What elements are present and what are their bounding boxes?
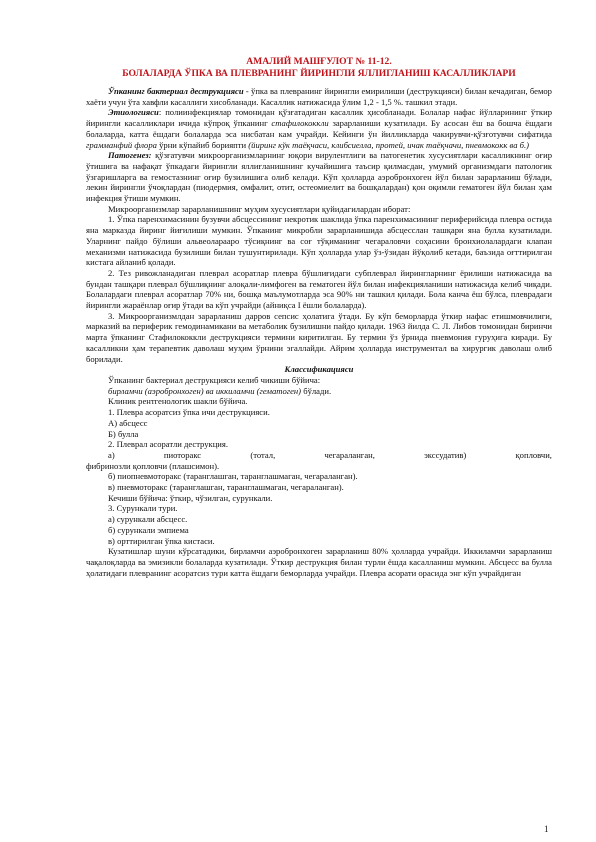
classification-heading: Классификацияси — [284, 364, 354, 375]
class-line-spread: а) пиоторакс (тотал, чегараланган, экссудатив) қопловчи, — [108, 449, 552, 460]
feature-item-2: 2. Тез ривожланадиган плеврал асоратлар плевра бўшлиғидаги субплеврал йирингларнинг ёрилиши натижасида ва бундан ташқари плеврал бўшлиқнинг алоқали-лимфоген ва гематоген йўл билан инфекцияланиши натижасида келиб чиқади. Болалардаги плеврал асоратлар 70% ни, бошқа маълумотларда эса 90% ни ташкил қилади. Бола канча ёш бўлса, плеврадаги йирингли жараёнлар оғир ўтади ва кўп учрайди (айниқса I ёшли болаларда). — [86, 267, 552, 311]
etiology-heading: Этиологияси — [108, 107, 159, 118]
definition-paragraph: Ўпканинг бактериал деструкцияси - ўпка ва плевранинг йирингли емирилиши (деструкцияси) билан кечадиган, бемор хаёти учун ўта хавфли касаллиги хисобланади. Касаллик натижасида ўлим 1,2 - 1,5 %. ташкил этади. — [86, 86, 552, 107]
class-line: 2. Плеврал асоратли деструкция. — [108, 439, 229, 450]
feature-item-3: 3. Микроорганизмлдан зарарланиш дарров сепсис ҳолатига ўтади. Бу кўп беморларда ўткир нафас етишмовчилиги, марказий ва периферик гемодинамикани ва метаболик бузилишни пайдо қилади. 1963 йилда С. Л. Либов томонидан биринчи марта ўпканинг Стафилококкли деструкцияси термини киритилган. Бу термин ўз ўрнида пневмония гуруҳига киради. Бу касалликни ҳам терапевтик даволаш муҳим ўрнини эгаллайди. Айрим ҳолларда инструментал ва хирургик даволаш олиб борилади. — [86, 310, 552, 364]
class-line: Ўпканинг бактериал деструкцияси келиб чикиши бўйича: — [108, 374, 321, 385]
lesson-topic-title: БОЛАЛАРДА ЎПКА ВА ПЛЕВРАНИНГ ЙИРИНГЛИ ЯЛЛИГЛАНИШ КАСАЛЛИКЛАРИ — [122, 68, 516, 79]
class-line: А) абсцесс — [108, 417, 148, 428]
class-line: 3. Сурункали тури. — [108, 503, 178, 514]
class-line: Кечиши бўйича: ўткир, чўзилган, сурункали. — [108, 492, 273, 503]
etiology-paragraph: Этиологияси: полиинфекциялар томонидан қўзғатадиган касаллик ҳисобланади. Болалар нафас йўлларининг ўткир йирингли касалликлари ичида кўпроқ ўпканинг стафилококкли зарарланиши кузатилади. Бу асосан ёш ва бошча ёшдаги болаларда, катта ёшдаги болаларда эса нисбатан кам учрайди. Кейинги ўн йилликларда чакирувчи-қўзғотувчи сифатида грамманфий флора ўрни кўпайиб борияпти (йиринг кўк таёқчаси, клибсиелла, протей, ичак таёқчачи, пневмококк ва б.) — [86, 107, 552, 150]
class-line: в) пневмоторакс (таранглашган, таранглашмаган, чегараланган). — [108, 482, 344, 493]
class-line: Клиник рентгенологик шакли бўйича. — [108, 396, 248, 407]
class-line: 1. Плевра асоратсиз ўпка ичи деструкцияси. — [108, 407, 270, 418]
pathogenesis-heading: Патогенез: — [108, 150, 152, 161]
pathogenesis-paragraph: Патогенез: қўзғатувчи микроорганизмларнинг юқори вирулентлиги ва патогенетик хусусиятлари касалликнинг оғир ўтишига ва нафақат ўпкадаги йирингли яллиғланишнинг кучайишига таъсир қилмасдан, умумий организмдаги патологик ўзгаришларга ва гемостазнинг оғир бузилишига олиб келади. Кўп ҳолларда аэробронхоген йўл билан зарарланиш бўлади, лекин йирингли ўчоқлардан (пиодермия, омфалит, отит, остеомиелит ва бошқалардан) қон оқимли гематоген йўл билан ҳам инфекция ўтиши мумкин. — [86, 150, 552, 204]
class-line: б) пиопневмоторакс (таранглашган, таранглашмаган, чегараланган). — [108, 471, 358, 482]
features-intro: Микроорганизмлар зарарланишнинг муҳим хусусиятлари қуйидагилардан иборат: — [108, 203, 411, 214]
class-line: Б) булла — [108, 428, 139, 439]
class-line: фибринозли қопловчи (плашсимон). — [86, 460, 220, 471]
class-line: а) сурункали абсцесс. — [108, 514, 188, 525]
term-lead: Ўпканинг бактериал деструкцияси - — [108, 86, 249, 96]
class-line: б) сурункали эмпиема — [108, 524, 189, 535]
page-number: 1 — [544, 824, 549, 834]
class-line: в) орттирилган ўпка кистаси. — [108, 535, 215, 546]
class-line: бирламчи (аэробронхоген) ва иккиламчи (гематоген) бўлади. — [108, 385, 332, 396]
observations-paragraph: Кузатишлар шуни кўрсатадики, бирламчи аэробронхоген зарарланиш 80% ҳолларда учрайди. Иккиламчи зарарланиш чақалоқларда ва эмизикли болаларда кузатилади. Ўткир деструкция билан турли ёшда касалланиш мумкин. Абсцесс ва булла ҳолатидаги плевранинг асоратсиз тури катта ёшдаги беморларда учрайди. Плевра асорати орасида энг кўп учрайдиган — [86, 546, 552, 578]
lesson-number-title: АМАЛИЙ МАШҒУЛОТ № 11-12. — [246, 56, 392, 67]
feature-item-1: 1. Ўпка паренхимасинин бузувчи абсцессининг некротик шаклида ўпка паренхимасининг периферийсида плевра остида яна марказда йиринг йиғилиши мумкин. Ўпканинг микробли зарарланишида абсцесслан ташқари яна булла кузатилади. Уларнинг пайдо бўлиши альвеоларааро тўсиқнинг ва соғ тўқиманинг чегараловчи соҳасини бронхиолалардаги клапан механизми натижасида бузилиши билан тушунтирилади. Кўп ҳолларда улар ўз-ўзидан йўқолиб кетади, баъзида оғттирилган кистага айланиб қолади. — [86, 214, 552, 268]
document-page — [86, 56, 552, 578]
